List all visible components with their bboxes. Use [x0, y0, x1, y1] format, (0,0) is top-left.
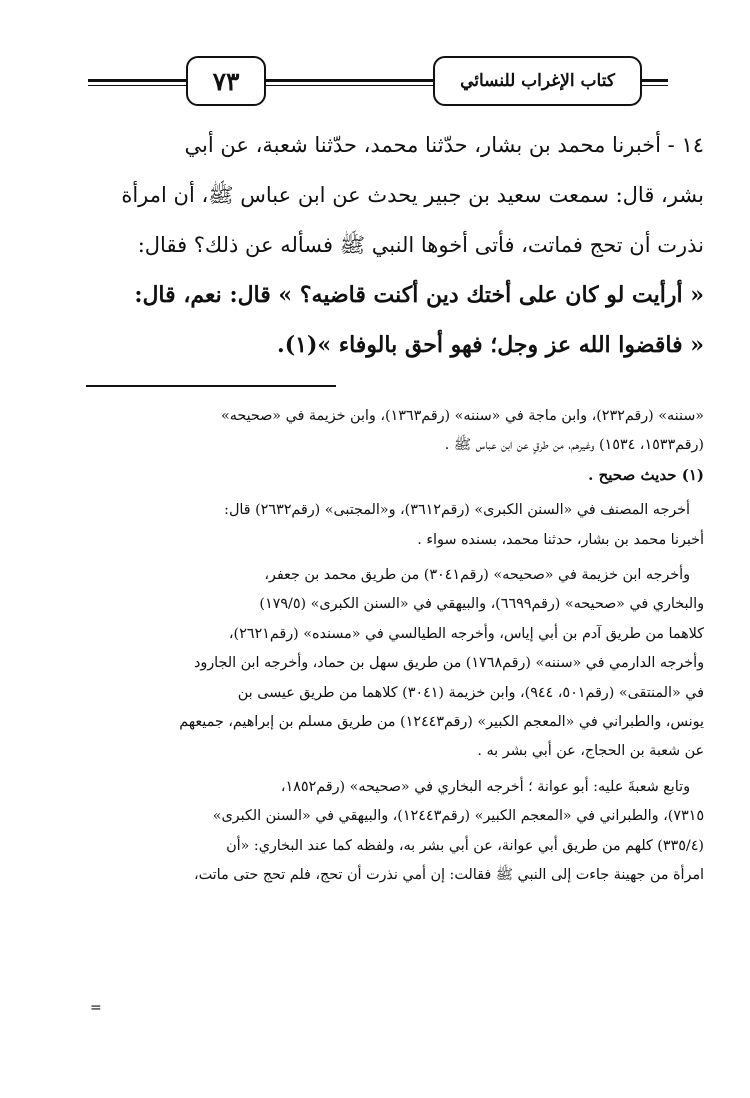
hadith-line: « فاقضوا الله عز وجل؛ فهو أحق بالوفاء »(١).: [277, 332, 704, 358]
page-number: ٧٣: [186, 56, 266, 106]
footnote-line: والبخاري في «صحيحه» (رقم٦٦٩٩)، والبيهقي في «السنن الكبرى» (١٧٩/٥): [259, 596, 704, 613]
footnote-line: وأخرجه ابن خزيمة في «صحيحه» (رقم٣٠٤١) من طريق محمد بن جعفر،: [264, 567, 690, 584]
hadith-text: [86, 120, 704, 370]
page-header: [88, 56, 668, 106]
footnote-line: يونس، والطبراني في «المعجم الكبير» (رقم١٢٤٤٣) من طريق مسلم بن إبراهيم، جميعهم: [179, 714, 704, 731]
footnote-line: وتابع شعبةَ عليه: أبو عوانة ؛ أخرجه البخاري في «صحيحه» (رقم١٨٥٢،: [280, 778, 690, 795]
footnote-line: وأخرجه الدارمي في «سننه» (رقم١٧٦٨) من طريق سهل بن حماد، وأخرجه ابن الجارود: [193, 655, 704, 672]
footnote-line: أخبرنا محمد بن بشار، حدثنا محمد، بسنده سواء .: [417, 531, 704, 548]
footnote-separator: [86, 385, 336, 387]
hadith-line: نذرت أن تحج فماتت، فأتى أخوها النبي ﷺ فسأله عن ذلك؟ فقال:: [137, 233, 704, 257]
footnote-line: في «المنتقى» (رقم٥٠١، ٩٤٤)، وابن خزيمة (٣٠٤١) كلاهما من طريق عيسى بن: [237, 684, 704, 701]
footnote-line: (٣٣٥/٤) كلهم من طريق أبي عوانة، عن أبي بشر به، ولفظه كما عند البخاري: «أن: [226, 837, 704, 854]
footnote-line: كلاهما من طريق آدم بن أبي إياس، وأخرجه الطيالسي في «مسنده» (رقم٢٦٢١)،: [228, 625, 704, 642]
footnotes: [86, 402, 704, 891]
footnote-line: «سننه» (رقم٢٣٢)، وابن ماجة في «سننه» (رقم١٣٦٣)، وابن خزيمة في «صحيحه»: [220, 408, 704, 424]
footnote-line: (رقم١٥٣٣، ١٥٣٤) وغيرهم، من طرقٍ عن ابن عباس ﷺ .: [444, 437, 704, 454]
footnote-line: ٧٣١٥)، والطبراني في «المعجم الكبير» (رقم١٢٤٤٣)، والبيهقي في «السنن الكبرى»: [212, 808, 704, 825]
continuation-mark: =: [90, 1000, 102, 1016]
hadith-line: بشر، قال: سمعت سعيد بن جبير يحدث عن ابن عباس ﷺ، أن امرأة: [121, 183, 704, 207]
footnote-line: أخرجه المصنف في «السنن الكبرى» (رقم٣٦١٢)، و«المجتبى» (رقم٢٦٣٢) قال:: [224, 502, 690, 519]
book-title: كتاب الإغراب للنسائي: [433, 56, 642, 106]
hadith-line: « أرأيت لو كان على أختك دين أكنت قاضيه؟ » قال: نعم، قال:: [134, 282, 704, 308]
hadith-line: ١٤ - أخبرنا محمد بن بشار، حدّثنا محمد، حدّثنا شعبة، عن أبي: [184, 133, 704, 157]
footnote-line: عن شعبة بن الحجاج، عن أبي بشر به .: [477, 743, 704, 760]
footnote-title: (١) حديث صحيح .: [588, 465, 704, 484]
footnote-line: امرأة من جهينة جاءت إلى النبي ﷺ فقالت: إن أمي نذرت أن تحج، فلم تحج حتى ماتت،: [194, 867, 704, 884]
